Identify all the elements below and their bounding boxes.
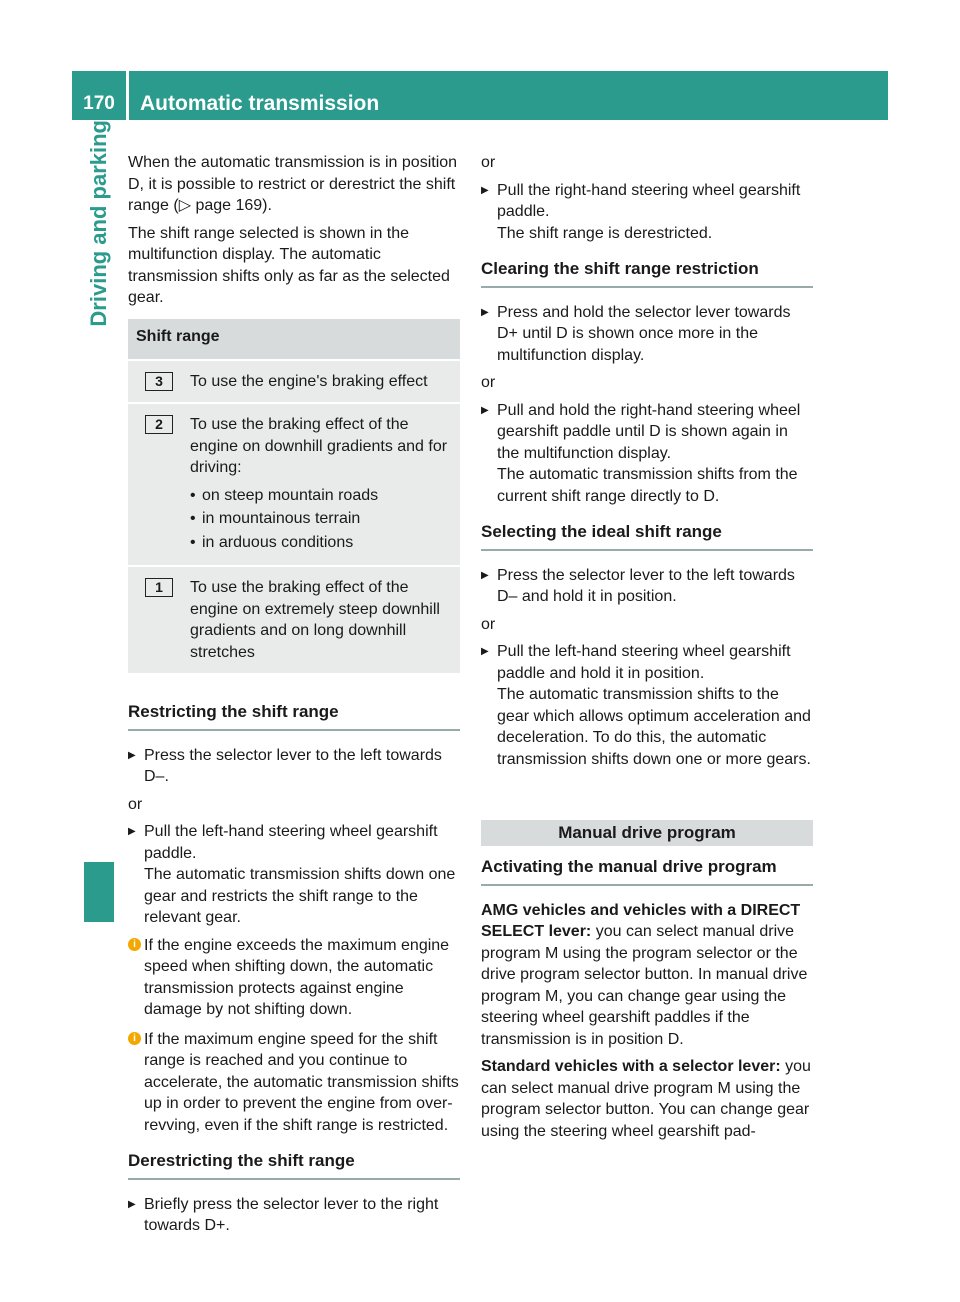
shift-range-table [128, 319, 460, 674]
intro-paragraph-2: The shift range selected is shown in the multifunction display. The automatic transmission shifts only as far as the selected gear. [128, 224, 450, 306]
bold-lead: AMG vehicles and vehicles with a DIRECT SELECT lever: [481, 901, 801, 940]
step-text: ▶ Pull and hold the right-hand steering wheel gearshift paddle until D is shown again in the multifunction display. [497, 401, 801, 462]
or-separator: or [481, 374, 496, 391]
page-header [72, 71, 888, 120]
section-banner: Manual drive program [481, 820, 813, 846]
step-result: The automatic transmission shifts from the current shift range directly to D. [497, 466, 798, 505]
list-item: • in arduous conditions [190, 532, 454, 554]
instruction-step: ▶ Press the selector lever to the left towards D–. [128, 745, 460, 788]
list-item: • on steep mountain roads [190, 485, 454, 507]
info-icon: i [128, 1032, 141, 1045]
page-number: 170 [83, 93, 115, 114]
instruction-step [481, 180, 813, 245]
step-result: The automatic transmission shifts down one gear and restricts the shift range to the relevant gear. [144, 866, 456, 926]
step-result: The shift range is derestricted. [497, 224, 713, 242]
bullet-list [190, 485, 454, 554]
info-note [128, 935, 460, 1021]
paragraph-text: you can select manual drive program M using the program selector or the drive program selector button. In manual drive program M, you can change gear using the steering wheel gearshift paddles if the transmission is in position D. [481, 923, 808, 1048]
table-header: Shift range [128, 319, 460, 359]
step-result: The automatic transmission shifts to the gear which allows optimum acceleration and deceleration. To do this, the automatic transmission shifts down one or more gears. [497, 686, 811, 768]
section-heading: Selecting the ideal shift range [481, 521, 813, 551]
step-text: ▶ Pull the left-hand steering wheel gearshift paddle and hold it in position. [497, 643, 791, 682]
right-column [481, 152, 813, 1148]
table-cell: To use the braking effect of the engine on extremely steep downhill gradients and on long downhill stretches [190, 579, 440, 661]
instruction-step: ▶ Briefly press the selector lever to the right towards D+. [128, 1194, 460, 1237]
info-icon: i [128, 938, 141, 951]
or-separator: or [128, 795, 143, 813]
list-item: • in mountainous terrain [190, 508, 454, 530]
body-paragraph [481, 1056, 813, 1142]
gear-2-key-icon: 2 [145, 415, 173, 434]
table-row [128, 359, 460, 403]
bold-lead: Standard vehicles with a selector lever: [481, 1058, 781, 1075]
table-cell: To use the engine's braking effect [190, 372, 428, 390]
table-row [128, 565, 460, 673]
section-heading: Derestricting the shift range [128, 1150, 460, 1180]
instruction-step [481, 641, 813, 770]
side-tab-marker [84, 862, 114, 922]
paragraph-text: you can select manual drive program M using the program selector button. You can change gear using the steering wheel gearshift pad- [481, 1058, 811, 1140]
header-divider [126, 71, 129, 120]
section-heading: Activating the manual drive program [481, 856, 813, 886]
instruction-step [128, 821, 460, 929]
step-text: ▶ Pull the left-hand steering wheel gearshift paddle. [144, 823, 438, 862]
or-separator: or [481, 615, 496, 633]
note-text: If the engine exceeds the maximum engine speed when shifting down, the automatic transmission protects against engine damage by not shifting down. [144, 936, 450, 1018]
table-row [128, 402, 460, 565]
table-cell [190, 414, 460, 555]
instruction-step: ▶ Press the selector lever to the left towards D– and hold it in position. [481, 565, 813, 608]
table-cell-text: To use the braking effect of the engine on downhill gradients and for driving: [190, 416, 448, 476]
instruction-step: ▶ Press and hold the selector lever towards D+ until D is shown once more in the multifunction display. [481, 302, 813, 367]
left-column [128, 152, 460, 1243]
intro-paragraph-1: When the automatic transmission is in position D, it is possible to restrict or derestrict the shift range (▷ page 169). [128, 154, 458, 214]
section-heading: Restricting the shift range [128, 701, 460, 731]
info-note [128, 1029, 460, 1137]
or-separator: or [481, 154, 496, 171]
note-text: If the maximum engine speed for the shift range is reached and you continue to accelerate, the automatic transmission shifts up in order to prevent the engine from over-revving, even if the shift range is restricted. [144, 1030, 459, 1134]
page-title: Automatic transmission [140, 92, 380, 115]
gear-3-key-icon: 3 [145, 372, 173, 391]
instruction-step [481, 400, 813, 508]
step-text: ▶ Pull the right-hand steering wheel gearshift paddle. [497, 181, 801, 220]
gear-1-key-icon: 1 [145, 578, 173, 597]
side-tab-label: Driving and parking [86, 120, 111, 327]
side-tab [84, 122, 114, 497]
section-heading: Clearing the shift range restriction [481, 258, 813, 288]
body-paragraph [481, 900, 813, 1051]
